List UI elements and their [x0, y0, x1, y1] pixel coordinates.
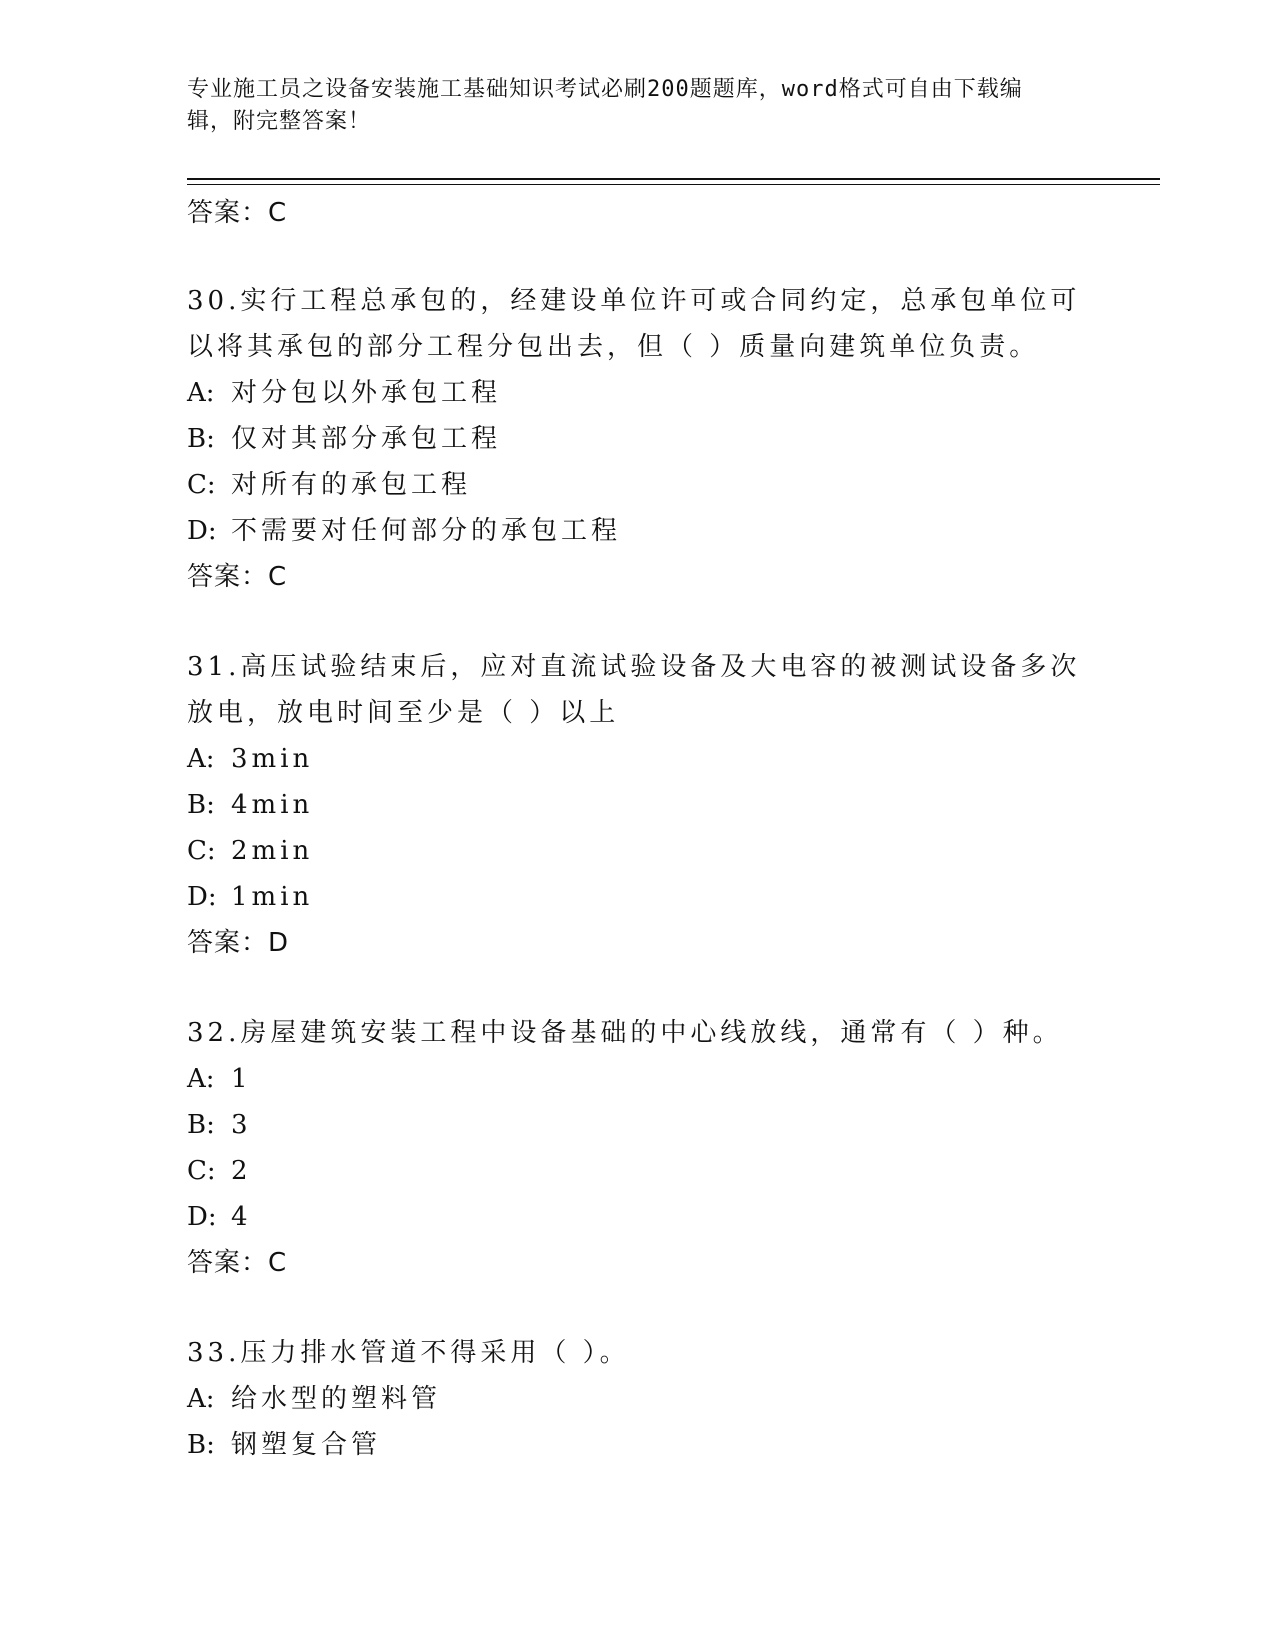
option-d — [187, 874, 1087, 920]
option-key: A: — [187, 1064, 215, 1094]
option-key: B: — [187, 1110, 215, 1140]
option-key: D: — [187, 882, 217, 912]
option-key: C: — [187, 836, 216, 866]
option-b — [187, 1422, 1087, 1468]
option-text: 4 — [231, 1202, 252, 1232]
option-text: 给水型的塑料管 — [231, 1384, 442, 1414]
header-text: 专业施工员之设备安装施工基础知识考试必刷200题题库，word格式可自由下载编辑，附完整答案！ — [187, 77, 1023, 134]
option-d — [187, 508, 1087, 554]
document-header — [187, 74, 1067, 138]
question-stem: 33.压力排水管道不得采用（ ）。 — [187, 1338, 630, 1368]
option-c — [187, 462, 1087, 508]
option-c — [187, 1148, 1087, 1194]
option-text: 2 — [231, 1156, 252, 1186]
option-text: 1 — [231, 1064, 252, 1094]
option-key: A: — [187, 378, 215, 408]
option-key: B: — [187, 424, 215, 454]
option-text: 3min — [231, 744, 314, 774]
header-divider-thick — [187, 178, 1160, 180]
question-stem: 30.实行工程总承包的，经建设单位许可或合同约定，总承包单位可以将其承包的部分工程分包出去，但（ ）质量向建筑单位负责。 — [187, 286, 1081, 362]
option-key: B: — [187, 790, 215, 820]
option-d — [187, 1194, 1087, 1240]
question-item — [187, 1330, 1087, 1468]
option-c — [187, 828, 1087, 874]
option-text: 2min — [231, 836, 314, 866]
option-b — [187, 416, 1087, 462]
question-list — [187, 190, 1087, 1512]
question-item — [187, 278, 1087, 600]
option-key: A: — [187, 744, 215, 774]
option-key: D: — [187, 516, 217, 546]
option-a — [187, 1376, 1087, 1422]
question-stem: 31.高压试验结束后，应对直流试验设备及大电容的被测试设备多次放电，放电时间至少是（ ）以上 — [187, 652, 1081, 728]
option-b — [187, 782, 1087, 828]
option-a — [187, 736, 1087, 782]
option-text: 对所有的承包工程 — [231, 470, 472, 500]
question-item — [187, 1010, 1087, 1286]
answer-line: 答案：C — [187, 198, 288, 228]
option-key: C: — [187, 470, 216, 500]
option-b — [187, 1102, 1087, 1148]
answer-line: 答案：C — [187, 1248, 288, 1278]
option-text: 钢塑复合管 — [231, 1430, 382, 1460]
question-stem: 32.房屋建筑安装工程中设备基础的中心线放线，通常有（ ）种。 — [187, 1018, 1063, 1048]
option-text: 对分包以外承包工程 — [231, 378, 502, 408]
option-text: 3 — [231, 1110, 252, 1140]
option-key: B: — [187, 1430, 215, 1460]
option-key: A: — [187, 1384, 215, 1414]
header-divider-thin — [187, 184, 1160, 185]
option-text: 仅对其部分承包工程 — [231, 424, 502, 454]
option-a — [187, 1056, 1087, 1102]
option-text: 不需要对任何部分的承包工程 — [231, 516, 622, 546]
option-text: 1min — [231, 882, 314, 912]
question-item — [187, 644, 1087, 966]
option-key: D: — [187, 1202, 217, 1232]
option-key: C: — [187, 1156, 216, 1186]
option-text: 4min — [231, 790, 314, 820]
answer-line: 答案：D — [187, 928, 290, 958]
answer-line: 答案：C — [187, 562, 288, 592]
option-a — [187, 370, 1087, 416]
